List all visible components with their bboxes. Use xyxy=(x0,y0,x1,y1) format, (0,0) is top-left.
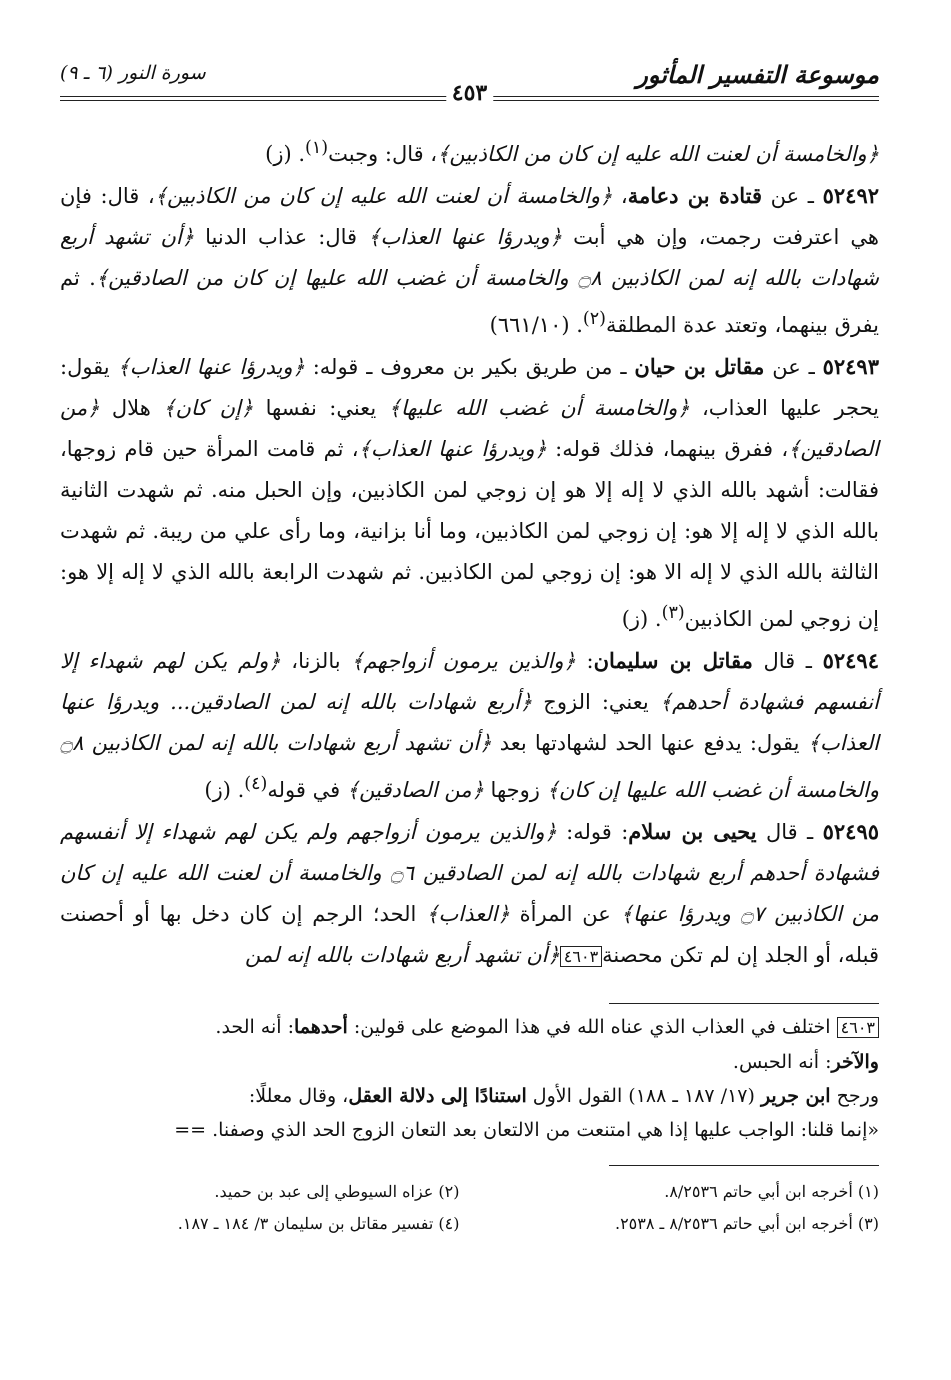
text-run: ورجح xyxy=(830,1085,879,1107)
quran-quote: ﴿ويدرؤا عنها العذاب﴾ xyxy=(117,355,305,379)
quran-quote: ﴿والذين يرمون أزواجهم ولم يكن لهم شهداء إلا أنفسهم فشهادة أحدهم أربع شهادات بالله إنه لمن الصادقين ۝٦ والخامسة أن لعنت الله عليه إن كان من الكاذبين ۝٧ ويدرؤا عنها﴾ xyxy=(60,820,879,926)
text-run: يقول: يدفع عنها الحد لشهادتها بعد xyxy=(491,731,808,755)
quran-quote: ﴿ويدرؤا عنها العذاب﴾ xyxy=(368,225,563,249)
running-title: موسوعة التفسير المأثور xyxy=(636,60,879,89)
quran-quote: ﴿والذين يرمون أزواجهم﴾ xyxy=(351,649,576,673)
text-run: : أنه الحد. xyxy=(215,1016,295,1038)
quran-quote: ﴿إن كان﴾ xyxy=(163,396,254,420)
note-marker: ٤٦٠٣ xyxy=(837,1017,879,1038)
entry-number: ٥٢٤٩٥ xyxy=(822,819,880,844)
quran-quote: ﴿والخامسة أن لعنت الله عليه إن كان من الكاذبين﴾ xyxy=(437,142,879,166)
narrator-name: يحيى بن سلام xyxy=(628,819,757,844)
text-run: . ثم يفرق بينهما، وتعتد عدة المطلقة xyxy=(60,266,879,337)
footnotes xyxy=(60,1176,879,1240)
quran-quote: ﴿والخامسة أن لعنت الله عليه إن كان من الكاذبين﴾ xyxy=(154,184,613,208)
text-run: هلال xyxy=(99,396,164,420)
bold-text: والآخر xyxy=(831,1051,879,1073)
bold-text: ابن جرير xyxy=(760,1085,831,1107)
entry-number: ٥٢٤٩٣ xyxy=(822,354,879,379)
page-header xyxy=(60,60,879,106)
quran-quote: ﴿من الصادقين﴾ xyxy=(346,778,484,802)
quran-quote: ﴿أن تشهد أربع شهادات بالله إنه لمن xyxy=(244,943,560,967)
footnote-separator xyxy=(609,1165,879,1166)
text-run: قال: عذاب الدنيا xyxy=(194,225,369,249)
text-run: ، xyxy=(612,184,628,208)
commentary-paragraph xyxy=(60,1079,879,1113)
text-run: ـ قال xyxy=(756,820,823,844)
text-run: : xyxy=(575,649,594,673)
text-run: : أنه الحبس. xyxy=(732,1051,832,1073)
text-run: (١٧/ ١٨٧ ـ ١٨٨) القول الأول xyxy=(526,1085,761,1107)
text-run: اختلف في العذاب الذي عناه الله في هذا الموضع على قولين: xyxy=(347,1016,837,1038)
footnote-ref: (١) xyxy=(305,138,329,158)
text-run: ، ثم قامت المرأة حين قام زوجها، فقالت: أشهد بالله الذي لا إله إلا هو إن زوجي لمن الكاذبين، وإن الحبل منه. ثم شهدت الثانية بالله الذي لا إله إلا هو: إن زوجي لمن الكاذبين، وما أنا بزانية، وما رأى علي من ريبة. ثم شهدت الثالثة بالله الذي لا إله الا هو: إن زوجي لمن الكاذبين. ثم شهدت الرابعة بالله الذي لا إله إلا هو: إن زوجي لمن الكاذبين xyxy=(60,437,879,631)
text-run: زوجها xyxy=(483,778,547,802)
quran-quote: ﴿أربع شهادات بالله إنه لمن الصادقين... ويدرؤا عنها العذاب﴾ xyxy=(60,690,879,755)
narrator-name: مقاتل بن حيان xyxy=(634,354,765,379)
body-paragraph xyxy=(60,811,879,977)
text-run: «إنما قلنا: الواجب عليها إذا هي امتنعت من الالتعان بعد التعان الزوج الحد الذي وصفنا. == xyxy=(174,1119,879,1141)
text-run: بالزنا، xyxy=(280,649,352,673)
text-run: ، وقال معللًا: xyxy=(248,1085,349,1107)
entry-number: ٥٢٤٩٢ xyxy=(822,183,880,208)
text-run: ، قال: وجبت xyxy=(328,142,438,166)
quran-quote: ﴿والخامسة أن غضب الله عليها﴾ xyxy=(388,396,690,420)
text-run: ، قال: فإن هي اعترفت رجمت، وإن هي أبت xyxy=(60,184,880,249)
surah-range: سورة النور (٦ ـ ٩) xyxy=(60,62,206,84)
narrator-name: مقاتل بن سليمان xyxy=(593,648,753,673)
quran-quote: ﴿العذاب﴾ xyxy=(426,902,510,926)
footnote-ref: (٢) xyxy=(582,309,606,329)
entry-number: ٥٢٤٩٤ xyxy=(822,648,879,673)
text-run: . (ز) xyxy=(265,142,306,166)
footnote-ref: (٣) xyxy=(661,603,685,623)
text-run: . (ز) xyxy=(621,607,662,631)
body-paragraph xyxy=(60,640,879,811)
commentary-paragraph xyxy=(60,1113,879,1147)
footnote-ref: (٤) xyxy=(244,774,268,794)
text-run: . (٦٦١/١٠) xyxy=(489,313,583,337)
body-paragraph xyxy=(60,175,879,346)
text-run: الحد؛ الرجم إن كان دخل بها أو أحصنت قبله، أو الجلد إن لم تكن محصنة xyxy=(60,902,879,967)
footnote: (٢) عزاه السيوطي إلى عبد بن حميد. xyxy=(214,1182,460,1201)
text-run: ـ عن xyxy=(764,355,823,379)
text-run: : قوله: xyxy=(556,820,629,844)
text-run: يعني: نفسها xyxy=(253,396,389,420)
main-text xyxy=(60,128,879,977)
footnote: (٤) تفسير مقاتل بن سليمان ٣/ ١٨٤ ـ ١٨٧. xyxy=(177,1214,460,1233)
note-marker: ٤٦٠٣ xyxy=(560,946,602,967)
quran-quote: ﴿أن تشهد أربع شهادات بالله إنه لمن الكاذبين ۝٨ والخامسة أن غضب الله عليها إن كان من الصادقين﴾ xyxy=(60,225,880,290)
page-number: ٤٥٣ xyxy=(446,80,493,106)
quran-quote: ﴿ولم يكن لهم شهداء إلا أنفسهم فشهادة أحدهم﴾ xyxy=(60,649,879,714)
text-run: يقول: يحجر عليها العذاب، xyxy=(60,355,879,420)
text-run: . (ز) xyxy=(204,778,245,802)
text-run: ـ عن xyxy=(762,184,823,208)
text-run: ـ من طريق بكير بن معروف ـ قوله: xyxy=(304,355,635,379)
body-paragraph xyxy=(60,128,879,175)
page xyxy=(60,60,879,1340)
commentary-note xyxy=(60,1010,879,1147)
bold-text: أحدهما xyxy=(294,1016,348,1038)
text-run: يعني: الزوج xyxy=(532,690,660,714)
narrator-name: قتادة بن دعامة xyxy=(627,183,763,208)
body-paragraph xyxy=(60,346,879,640)
text-run: ، ففرق بينهما، فذلك قوله: xyxy=(546,437,789,461)
text-run: في قوله xyxy=(267,778,347,802)
commentary-separator xyxy=(609,1003,879,1004)
quran-quote: ﴿من الصادقين﴾ xyxy=(60,396,879,461)
quran-quote: ﴿ويدرؤا عنها العذاب﴾ xyxy=(358,437,547,461)
bold-text: استنادًا إلى دلالة العقل xyxy=(348,1085,527,1107)
commentary-paragraph xyxy=(60,1045,879,1079)
text-run: ـ قال xyxy=(752,649,823,673)
quran-quote: ﴿أن تشهد أربع شهادات بالله إنه لمن الكاذبين ۝٨ والخامسة أن غضب الله عليها إن كان﴾ xyxy=(60,731,879,802)
commentary-paragraph xyxy=(60,1010,879,1045)
footnote: (١) أخرجه ابن أبي حاتم ٨/٢٥٣٦. xyxy=(664,1182,879,1201)
footnote: (٣) أخرجه ابن أبي حاتم ٨/٢٥٣٦ ـ ٢٥٣٨. xyxy=(614,1214,879,1233)
text-run: عن المرأة xyxy=(509,902,621,926)
